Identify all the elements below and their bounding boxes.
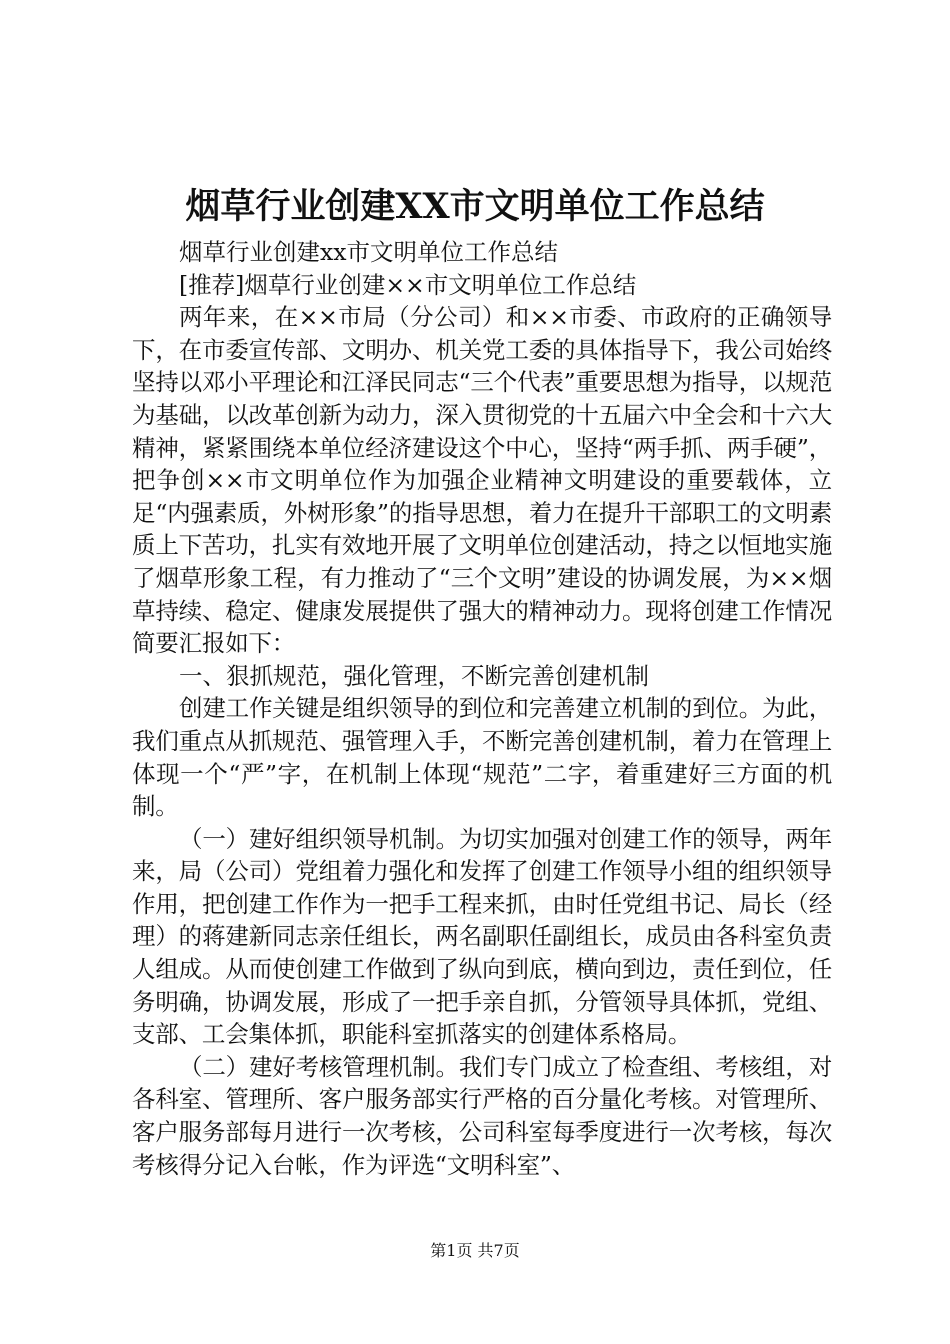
paragraph-recommend: [推荐]烟草行业创建××市文明单位工作总结 bbox=[179, 270, 637, 299]
paragraph-leadership: （一）建好组织领导机制。为切实加强对创建工作的领导，两年来，局（公司）党组着力强化和发挥了创建工作领导小组的组织领导作用，把创建工作作为一把手工程来抓，由时任党组书记、局长（经理）的蒋建新同志亲任组长，两名副职任副组长，成员由各科室负责人组成。从而使创建工作做到了纵向到底，横向到边，责任到位，任务明确，协调发展，形成了一把手亲自抓，分管领导具体抓，党组、支部、工会集体抓，职能科室抓落实的创建体系格局。 bbox=[132, 824, 832, 1049]
paragraph-assessment: （二）建好考核管理机制。我们专门成立了检查组、考核组，对各科室、管理所、客户服务部实行严格的百分量化考核。对管理所、客户服务部每月进行一次考核，公司科室每季度进行一次考核，每次考核得分记入台帐，作为评选“文明科室”、 bbox=[132, 1052, 832, 1179]
paragraph-subtitle: 烟草行业创建xx市文明单位工作总结 bbox=[179, 238, 559, 266]
page-footer: 第1页 共7页 bbox=[430, 1241, 520, 1260]
document-body bbox=[132, 236, 832, 1181]
document-title: 烟草行业创建XX市文明单位工作总结 bbox=[185, 186, 765, 227]
section-heading: 一、狠抓规范，强化管理，不断完善创建机制 bbox=[179, 661, 649, 690]
paragraph-mechanism: 创建工作关键是组织领导的到位和完善建立机制的到位。为此，我们重点从抓规范、强管理入手，不断完善创建机制，着力在管理上体现一个“严”字，在机制上体现“规范”二字，着重建好三方面的机制。 bbox=[132, 694, 832, 821]
paragraph-intro: 两年来，在××市局（分公司）和××市委、市政府的正确领导下，在市委宣传部、文明办、机关党工委的具体指导下，我公司始终坚持以邓小平理论和江泽民同志“三个代表”重要思想为指导，以规范为基础，以改革创新为动力，深入贯彻党的十五届六中全会和十六大精神，紧紧围绕本单位经济建设这个中心，坚持“两手抓、两手硬”，把争创××市文明单位作为加强企业精神文明建设的重要载体，立足“内强素质，外树形象”的指导思想，着力在提升干部职工的文明素质上下苦功，扎实有效地开展了文明单位创建活动，持之以恒地实施了烟草形象工程，有力推动了“三个文明”建设的协调发展，为××烟草持续、稳定、健康发展提供了强大的精神动力。现将创建工作情况简要汇报如下： bbox=[132, 303, 832, 658]
